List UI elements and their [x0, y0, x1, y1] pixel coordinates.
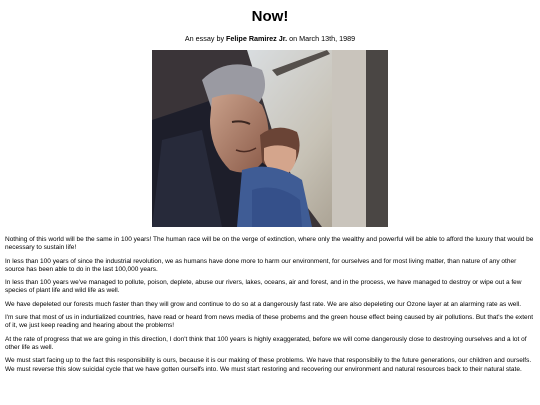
essay-paragraph: We must start facing up to the fact this responsibility is ours, because it is our making of these problems. We have that responsibiliy to the future generations, our children and ourselfs. We must reverse this slow suicidal cycle that we have gotten ourselfs into. We must start restoring and recovering our environment and natural resources back to their natural state.	[5, 357, 532, 373]
essay-paragraph: Nothing of this world will be the same in 100 years! The human race will be on the verge of extinction, where only the wealthy and powerful will be able to afford the luxury that would be necessary to sustain life!	[5, 236, 534, 252]
essay-paragraph: I'm sure that most of us in indurtialized countries, have read or heard from news media of these probems and the green house effect being caused by air pollutions. But that's the extent of it, we just keep reading and hearing about the problems!	[5, 314, 534, 330]
essay-paragraph: In less than 100 years of since the industrial revolution, we as humans have done more to harm our environment, for ourselves and for most living matter, than nature of any other source has been able to do in the last 100,000 years.	[5, 257, 517, 273]
essay-paragraph: At the rate of progress that we are going in this direction, I don't think that 100 years is highly exaggerated, before we will come dangerously close to destroying ourselves and a lot of other life as well.	[5, 335, 527, 351]
byline-date: on March 13th, 1989	[289, 34, 356, 43]
photo-illustration	[152, 50, 388, 227]
page-title: Now!	[251, 8, 289, 25]
essay-paragraph: In less than 100 years we've managed to pollute, poison, deplete, abuse our rivers, lakes, oceans, air and forest, and in the process, we have managed to destroy or wipe out a few species of plant life and wild life as well.	[5, 279, 522, 295]
essay-body	[5, 236, 535, 379]
author-name: Felipe Ramirez Jr.	[226, 34, 288, 43]
byline	[0, 34, 540, 43]
essay-paragraph: We have depeleted our forests much faster than they will grow and continue to do so at a dangerously fast rate. We are also depeleting our Ozone layer at an alarming rate as well.	[5, 300, 522, 308]
essay-photo	[152, 50, 388, 227]
byline-prefix: An essay by	[184, 34, 225, 43]
